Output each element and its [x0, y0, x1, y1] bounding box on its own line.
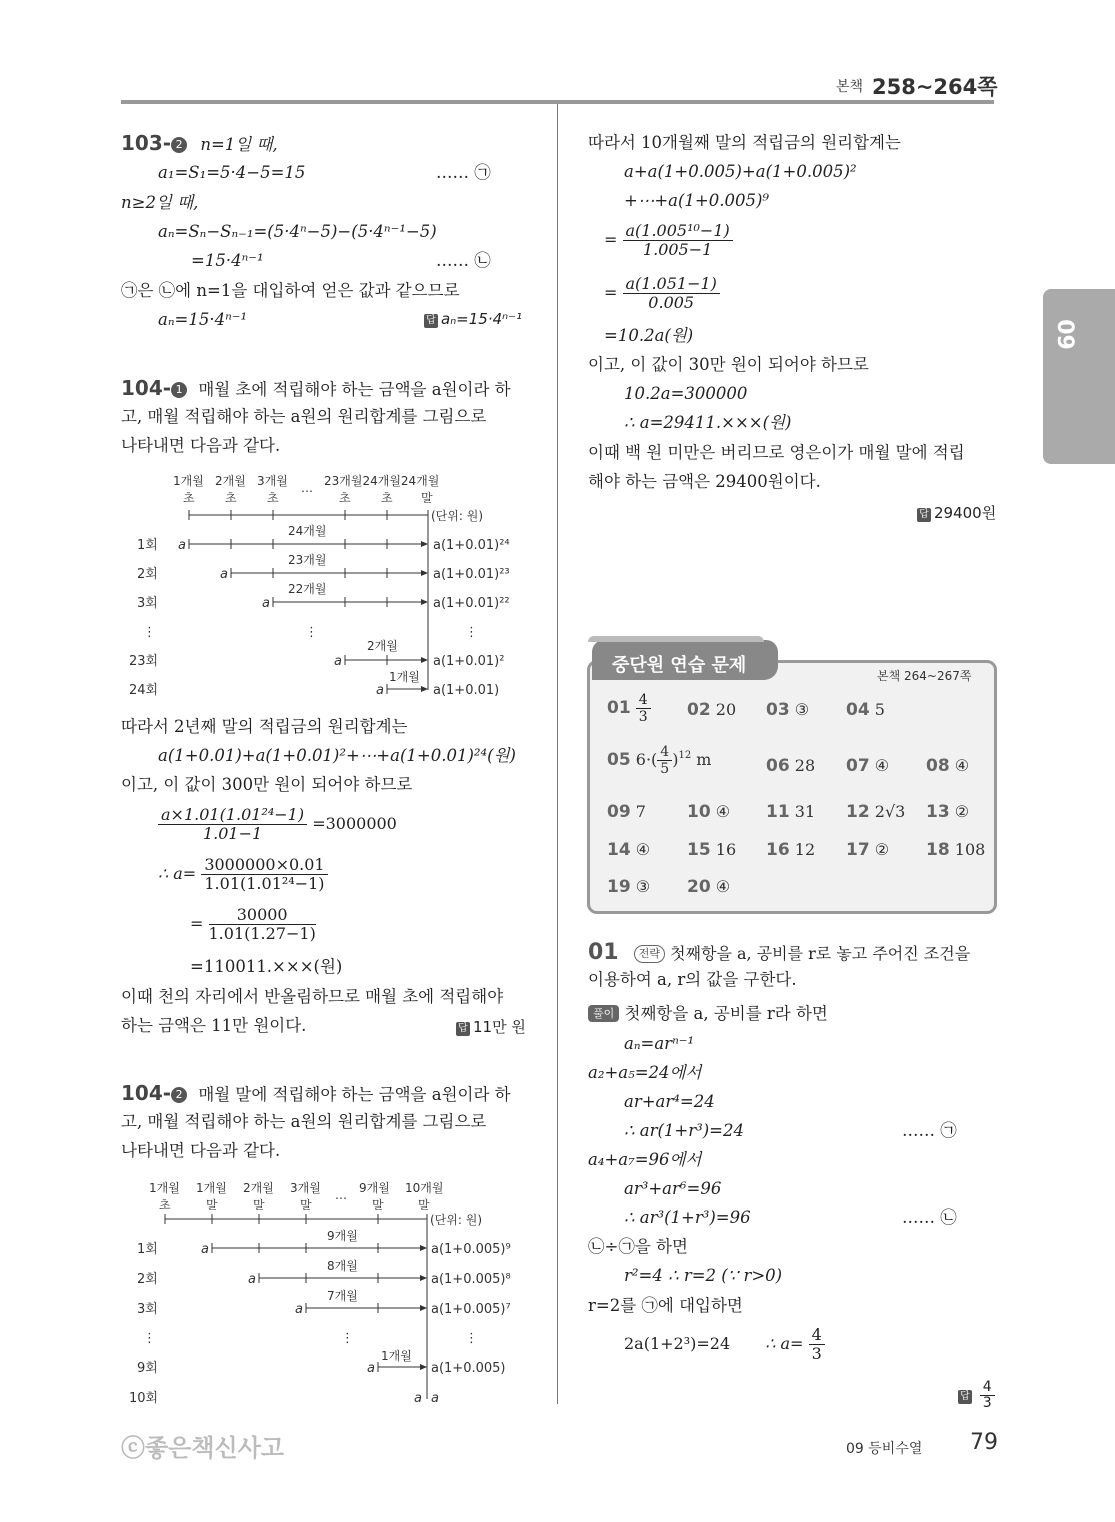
row-label: 23회 — [129, 654, 159, 669]
review-answer: 16 12 — [766, 840, 816, 860]
column-divider — [557, 104, 558, 1404]
eq-sum: a(1+0.01)+a(1+0.01)²+⋯+a(1+0.01)²⁴(원) — [158, 746, 516, 765]
row-start: ⋮ — [305, 625, 318, 640]
eq-line: a₂+a₅=24에서 — [588, 1063, 702, 1082]
mark-label: 초 — [225, 491, 237, 505]
row-span: 1개월 — [381, 1349, 412, 1363]
row-label: 2회 — [137, 1272, 158, 1287]
eq-line: ∴ ar(1+r³)=24 — [624, 1121, 744, 1140]
problem-104-1 — [121, 378, 511, 400]
review-answer: 13 ② — [926, 802, 970, 822]
text-line: r=2를 ㉠에 대입하면 — [588, 1296, 743, 1315]
row-label: 9회 — [137, 1361, 158, 1376]
problem-number: 104- — [121, 1081, 172, 1105]
review-answer: 18 108 — [926, 840, 986, 860]
fraction-rhs: =3000000 — [312, 814, 397, 833]
eq-mark-1: …… ㉠ — [902, 1121, 957, 1140]
fraction-eq-1 — [158, 806, 397, 843]
timeline-diagram-1 — [121, 468, 541, 706]
row-label: 10회 — [129, 1391, 159, 1406]
mark-label: 초 — [159, 1198, 171, 1212]
row-result: a(1+0.005)⁷ — [431, 1302, 511, 1317]
month-label: 3개월 — [290, 1181, 321, 1195]
eq-lhs: ∴ a= — [765, 1334, 804, 1353]
mark-label: 말 — [421, 491, 433, 505]
answer-icon: 답 — [958, 1390, 972, 1404]
solution-tag: 풀이 — [588, 1005, 619, 1022]
answer-text: 29400원 — [934, 504, 997, 522]
row-span: 7개월 — [327, 1289, 358, 1303]
review-title-accent — [588, 636, 764, 642]
review-answer: 15 16 — [687, 840, 737, 860]
row-label: ⋮ — [143, 625, 156, 640]
part-badge: 2 — [171, 137, 187, 153]
fraction-eq-2: = $\frac{a(1.051-1)}{0.005}$ — [604, 275, 720, 312]
row-result: a(1+0.01)²² — [433, 596, 510, 611]
eq-result: aₙ=15·4ⁿ⁻¹ — [158, 310, 248, 329]
answer-icon: 답 — [456, 1022, 470, 1036]
q01-header — [588, 940, 970, 965]
eq-final — [624, 1326, 825, 1363]
header-page-range: 258~264쪽 — [872, 75, 998, 99]
cond-n2: n≥2일 때, — [121, 193, 199, 212]
row-span: 2개월 — [367, 639, 398, 653]
strategy-text: 이용하여 a, r의 값을 구한다. — [588, 970, 797, 989]
text-line: 이때 백 원 미만은 버리므로 영은이가 매월 말에 적립 — [588, 443, 965, 462]
line-text: 첫째항을 a, 공비를 r라 하면 — [624, 1004, 828, 1023]
review-answer: 14 ④ — [607, 840, 651, 860]
side-tab-number: 09 — [1051, 319, 1077, 350]
row-label: 24회 — [129, 683, 159, 698]
row-start: ⋮ — [341, 1331, 354, 1346]
row-span: 22개월 — [288, 582, 327, 596]
fraction-eq-2 — [158, 856, 328, 893]
answer — [917, 502, 996, 523]
fraction-eq-1: = $\frac{\text{a(1.005¹⁰−1)}}{1.005-1}$ — [604, 222, 733, 259]
row-start: a — [248, 1272, 256, 1287]
publisher-logo: ⓒ좋은책신사고 — [121, 1434, 285, 1462]
fraction: $\frac{a(1.051-1)}{0.005}$ — [623, 275, 720, 312]
text-line: 이고, 이 값이 300만 원이 되어야 하므로 — [121, 775, 413, 794]
row-start: a — [334, 654, 342, 669]
answer-text: aₙ=15·4ⁿ⁻¹ — [441, 310, 523, 328]
row-span: 9개월 — [327, 1229, 358, 1243]
eq-line: 10.2a=300000 — [624, 384, 748, 403]
row-result: a — [431, 1391, 439, 1406]
row-start: a — [220, 567, 228, 582]
month-label: 23개월24개월24개월 — [324, 474, 440, 488]
problem-number: 104- — [121, 376, 172, 400]
timeline-diagram-2 — [121, 1174, 541, 1412]
text-line: 하는 금액은 11만 원이다. — [121, 1016, 307, 1035]
review-answer: 07 ④ — [846, 756, 890, 776]
row-result: a(1+0.005)⁹ — [431, 1242, 511, 1257]
review-answer: 05 6·( $\frac{4}{5}$ )$^{12}$ m — [607, 744, 712, 777]
line-text: n=1일 때, — [200, 135, 278, 154]
mark-label: 말 — [206, 1198, 218, 1212]
month-label: … — [301, 481, 313, 495]
eq-mark-2: …… ㉡ — [902, 1208, 957, 1227]
eq-line: r²=4 ∴ r=2 (∵ r>0) — [624, 1266, 783, 1285]
review-answer: 06 28 — [766, 756, 816, 776]
fraction: $\frac{30000}{1.01(1.27-1)}$ — [208, 905, 316, 943]
header-book-label: 본책 — [836, 79, 864, 95]
row-result: a(1+0.005) — [431, 1361, 506, 1376]
review-answer: 01 $\frac{4}{3}$ — [607, 692, 651, 725]
row-result: a(1+0.01)² — [433, 654, 505, 669]
review-answer: 09 7 — [607, 802, 646, 822]
mark-label: 말 — [372, 1198, 384, 1212]
text-line: ㉠은 ㉡에 n=1을 대입하여 얻은 값과 같으므로 — [121, 281, 460, 300]
answer — [456, 1016, 526, 1037]
row-label: 3회 — [137, 596, 158, 611]
review-answer: 08 ④ — [926, 756, 970, 776]
mark-label: 초 — [267, 491, 279, 505]
row-result: ⋮ — [465, 625, 478, 640]
mark-label: 말 — [418, 1198, 430, 1212]
review-answer: 19 ③ — [607, 877, 651, 897]
mark-label: 초 — [183, 491, 195, 505]
eq-a1: a₁=S₁=5·4−5=15 — [158, 163, 306, 182]
eq-line: ∴ a=29411.×××(원) — [624, 413, 792, 432]
problem-number: 01 — [588, 940, 619, 965]
eq-line: a₄+a₇=96에서 — [588, 1150, 702, 1169]
side-tab-title: 등비수열 — [1021, 355, 1036, 406]
text-line: 고, 매월 적립해야 하는 a원의 원리합계를 그림으로 — [121, 1112, 487, 1131]
problem-104-2 — [121, 1083, 511, 1105]
answer-icon: 답 — [424, 314, 438, 328]
row-result: ⋮ — [465, 1331, 478, 1346]
month-label: 2개월 — [215, 474, 246, 488]
month-label: … — [335, 1188, 347, 1202]
footer-chapter: 09 등비수열 — [846, 1441, 923, 1457]
month-label: 1개월 — [149, 1181, 180, 1195]
row-result: a(1+0.01) — [433, 683, 500, 698]
fraction: $\frac{\text{a×1.01(1.01²⁴−1)}}{1.01-1}$ — [158, 806, 307, 843]
eq-an-2: =15·4ⁿ⁻¹ — [191, 251, 264, 270]
mark-label: 말 — [253, 1198, 265, 1212]
eq-mark-2: …… ㉡ — [436, 251, 491, 270]
row-label: 2회 — [137, 567, 158, 582]
review-answer: 10 ④ — [687, 802, 731, 822]
row-start: a — [414, 1391, 422, 1406]
fraction-lhs: ∴ a= — [158, 864, 197, 883]
footer-page-number: 79 — [970, 1430, 998, 1455]
row-span: 8개월 — [327, 1259, 358, 1273]
row-span: 23개월 — [288, 553, 327, 567]
eq-sum-cont: +⋯+a(1+0.005)⁹ — [624, 191, 770, 210]
mark-label: 말 — [300, 1198, 312, 1212]
eq-result: =110011.×××(원) — [190, 957, 343, 976]
strategy-tag: 전략 — [634, 945, 665, 963]
row-start: a — [376, 683, 384, 698]
row-result: a(1+0.01)²³ — [433, 567, 510, 582]
unit-label: (단위: 원) — [431, 509, 483, 523]
row-start: a — [367, 1361, 375, 1376]
row-span: 24개월 — [288, 524, 327, 538]
text-line: 고, 매월 적립해야 하는 a원의 원리합계를 그림으로 — [121, 407, 487, 426]
review-answer: 04 5 — [846, 700, 885, 720]
problem-103-2 — [121, 133, 278, 155]
strategy-text: 첫째항을 a, 공비를 r로 놓고 주어진 조건을 — [670, 944, 971, 963]
part-badge: 1 — [171, 382, 187, 398]
mark-label: 초 — [339, 491, 351, 505]
answer-icon: 답 — [917, 508, 931, 522]
answer-fraction: $\frac{4}{3}$ — [980, 1380, 995, 1411]
mark-label: 초 — [381, 491, 393, 505]
line-text: 매월 초에 적립해야 하는 금액을 a원이라 하 — [198, 380, 511, 399]
eq-line: ar+ar⁴=24 — [624, 1092, 715, 1111]
fraction: $\frac{4}{3}$ — [809, 1326, 825, 1363]
part-badge: 2 — [171, 1087, 187, 1103]
review-answer: 11 31 — [766, 802, 816, 822]
row-span: 1개월 — [389, 670, 420, 684]
month-label: 9개월 — [359, 1181, 390, 1195]
text-line: 이때 천의 자리에서 반올림하므로 매월 초에 적립해야 — [121, 987, 504, 1006]
month-label: 2개월 — [243, 1181, 274, 1195]
row-start: a — [295, 1302, 303, 1317]
side-tab — [1043, 289, 1115, 464]
text-line: 이고, 이 값이 30만 원이 되어야 하므로 — [588, 355, 869, 374]
review-ref: 본책 264~267쪽 — [877, 669, 972, 683]
row-start: a — [178, 538, 186, 553]
text-line: 따라서 2년째 말의 적립금의 원리합계는 — [121, 717, 408, 736]
text-line: 해야 하는 금액은 29400원이다. — [588, 472, 821, 491]
fraction: $\frac{3000000\times 0.01}{\text{1.01(1.01²⁴−1)}}$ — [201, 856, 327, 893]
text-line: 따라서 10개월째 말의 적립금의 원리합계는 — [588, 133, 901, 152]
month-label: 10개월 — [405, 1181, 444, 1195]
answer — [424, 310, 522, 328]
eq-an: aₙ=Sₙ−Sₙ₋₁=(5·4ⁿ−5)−(5·4ⁿ⁻¹−5) — [158, 222, 437, 241]
review-title: 중단원 연습 문제 — [612, 655, 747, 676]
eq-mark-1: …… ㉠ — [436, 163, 491, 182]
unit-label: (단위: 원) — [430, 1213, 482, 1227]
row-label: 1회 — [137, 1242, 158, 1257]
answer — [958, 1380, 995, 1411]
answer-text: 11만 원 — [473, 1018, 526, 1036]
eq-result: =10.2a(원) — [604, 326, 694, 345]
row-label: ⋮ — [143, 1331, 156, 1346]
month-label: 1개월 — [173, 474, 204, 488]
row-result: a(1+0.005)⁸ — [431, 1272, 511, 1287]
eq-sum: a+a(1+0.005)+a(1+0.005)² — [624, 162, 857, 181]
eq-line: ∴ ar³(1+r³)=96 — [624, 1208, 751, 1227]
text-line: ㉡÷㉠을 하면 — [588, 1237, 688, 1256]
fraction-eq-3: = $\frac{30000}{1.01(1.27-1)}$ — [190, 905, 316, 943]
month-label: 3개월 — [257, 474, 288, 488]
fraction: $\frac{\text{a(1.005¹⁰−1)}}{1.005-1}$ — [623, 222, 733, 259]
review-answer: 20 ④ — [687, 877, 731, 897]
text-line: 나타내면 다음과 같다. — [121, 436, 281, 455]
line-text: 매월 말에 적립해야 하는 금액을 a원이라 하 — [198, 1085, 511, 1104]
review-answer: 12 2√3 — [846, 802, 906, 822]
row-result: a(1+0.01)²⁴ — [433, 538, 510, 553]
solution-start — [588, 1004, 828, 1024]
month-label: 1개월 — [196, 1181, 227, 1195]
row-label: 1회 — [137, 538, 158, 553]
eq-line: ar³+ar⁶=96 — [624, 1179, 722, 1198]
review-answer: 02 20 — [687, 700, 737, 720]
text-line: 나타내면 다음과 같다. — [121, 1141, 281, 1160]
problem-number: 103- — [121, 131, 172, 155]
eq-left: 2a(1+2³)=24 — [624, 1334, 731, 1353]
review-answer: 17 ② — [846, 840, 890, 860]
row-start: a — [201, 1242, 209, 1257]
row-label: 3회 — [137, 1302, 158, 1317]
review-answer: 03 ③ — [766, 700, 810, 720]
eq-line: aₙ=arⁿ⁻¹ — [624, 1034, 695, 1053]
row-start: a — [262, 596, 270, 611]
